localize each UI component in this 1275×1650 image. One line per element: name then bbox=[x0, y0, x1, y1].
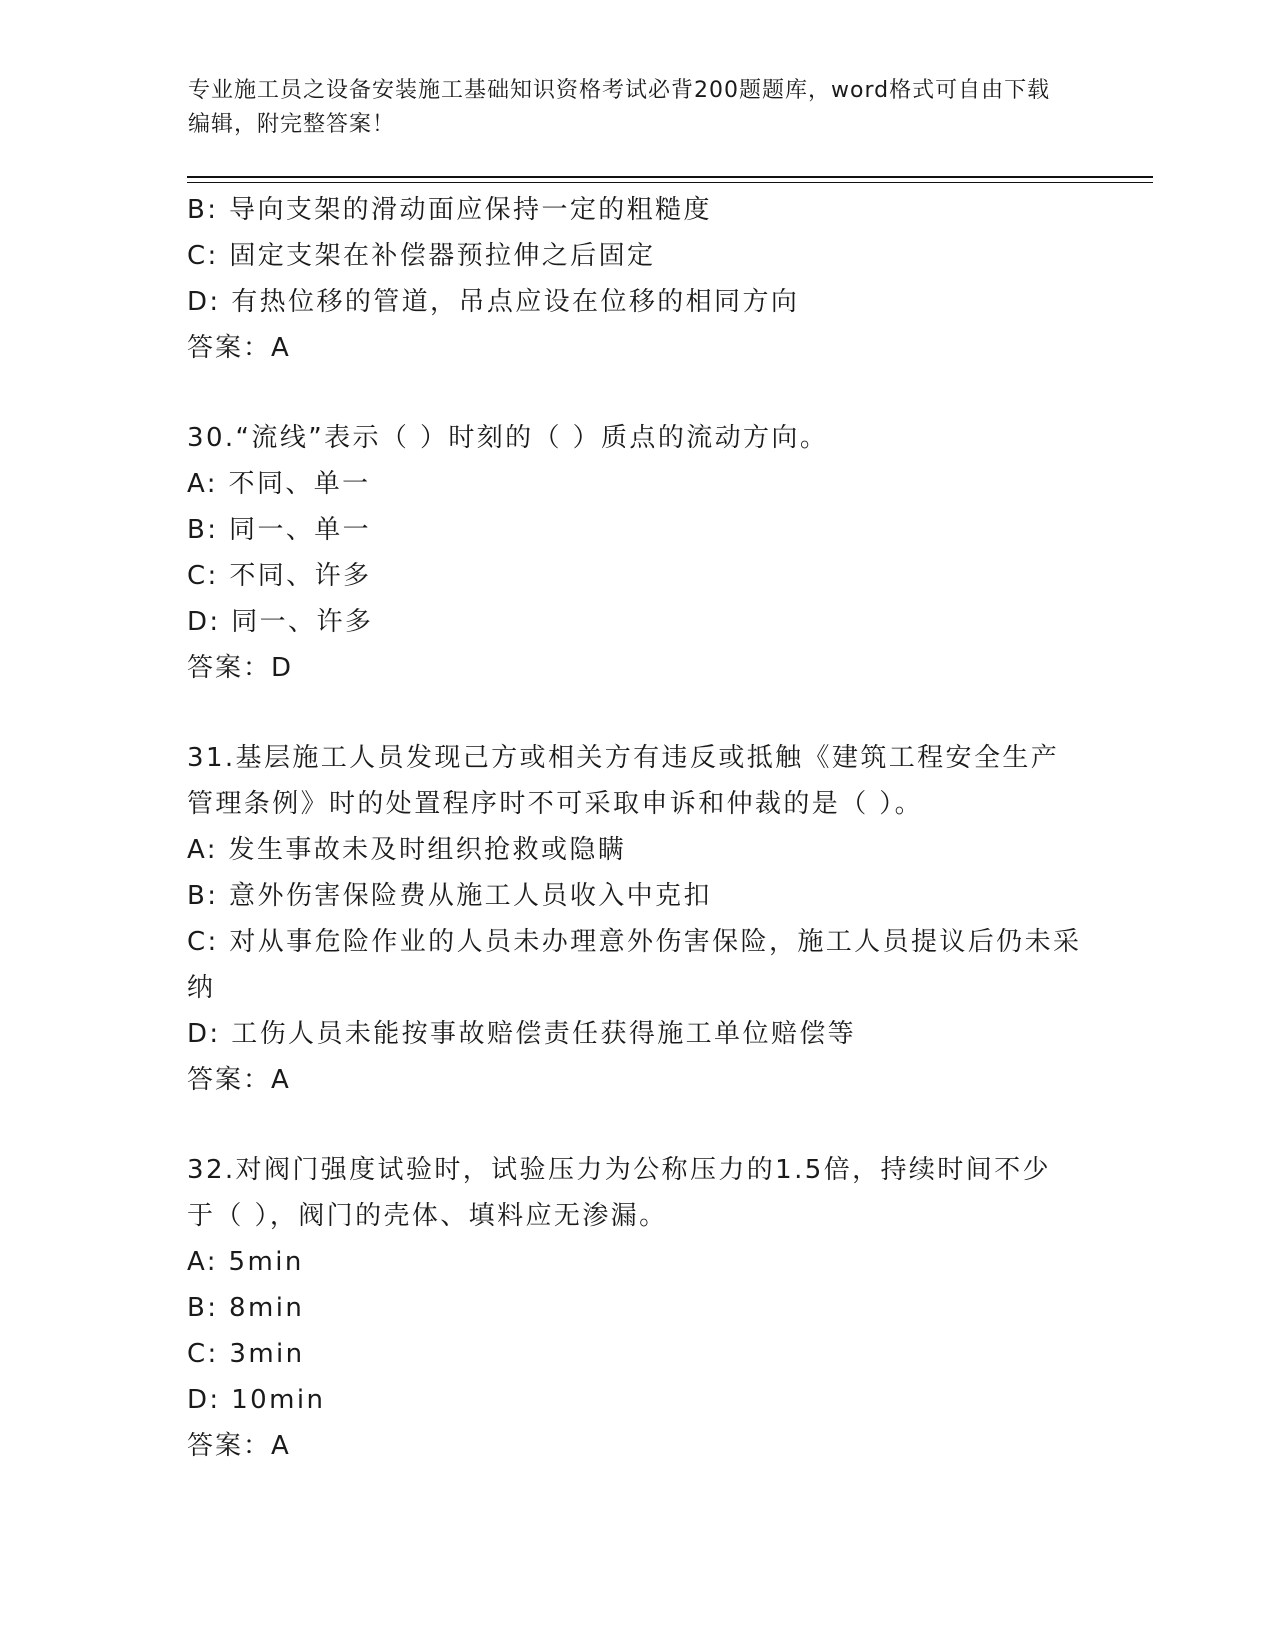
option-d: D: 同一、许多 bbox=[187, 607, 374, 637]
answer-label: 答案：A bbox=[187, 1431, 291, 1461]
question-30 bbox=[187, 415, 1087, 691]
option-b: B: 导向支架的滑动面应保持一定的粗糙度 bbox=[187, 195, 712, 225]
option-d: D: 工伤人员未能按事故赔偿责任获得施工单位赔偿等 bbox=[187, 1019, 857, 1049]
option-b: B: 8min bbox=[187, 1293, 305, 1323]
answer-label: 答案：A bbox=[187, 333, 291, 363]
option-a: A: 5min bbox=[187, 1247, 304, 1277]
header-divider bbox=[187, 176, 1153, 178]
question-stem: 31.基层施工人员发现己方或相关方有违反或抵触《建筑工程安全生产管理条例》时的处置程序时不可采取申诉和仲裁的是（ ）。 bbox=[187, 743, 1060, 819]
option-c: C: 固定支架在补偿器预拉伸之后固定 bbox=[187, 241, 656, 271]
option-b: B: 同一、单一 bbox=[187, 515, 372, 545]
question-stem: 30.“流线”表示（ ）时刻的（ ）质点的流动方向。 bbox=[187, 423, 829, 453]
question-31 bbox=[187, 735, 1087, 1103]
question-stem: 32.对阀门强度试验时，试验压力为公称压力的1.5倍，持续时间不少于（ ），阀门的壳体、填料应无渗漏。 bbox=[187, 1155, 1051, 1231]
question-32 bbox=[187, 1147, 1087, 1469]
header-divider-thin bbox=[187, 182, 1153, 183]
option-d: D: 有热位移的管道，吊点应设在位移的相同方向 bbox=[187, 287, 800, 317]
option-b: B: 意外伤害保险费从施工人员收入中克扣 bbox=[187, 881, 712, 911]
answer-label: 答案：D bbox=[187, 653, 294, 683]
option-c: C: 对从事危险作业的人员未办理意外伤害保险，施工人员提议后仍未采纳 bbox=[187, 927, 1082, 1003]
option-c: C: 3min bbox=[187, 1339, 305, 1369]
answer-label: 答案：A bbox=[187, 1065, 291, 1095]
option-a: A: 发生事故未及时组织抢救或隐瞒 bbox=[187, 835, 627, 865]
question-content bbox=[187, 187, 1087, 1469]
partial-question bbox=[187, 187, 1087, 371]
page-header: 专业施工员之设备安装施工基础知识资格考试必背200题题库，word格式可自由下载编辑，附完整答案！ bbox=[188, 78, 1051, 137]
option-c: C: 不同、许多 bbox=[187, 561, 372, 591]
option-a: A: 不同、单一 bbox=[187, 469, 371, 499]
option-d: D: 10min bbox=[187, 1385, 326, 1415]
